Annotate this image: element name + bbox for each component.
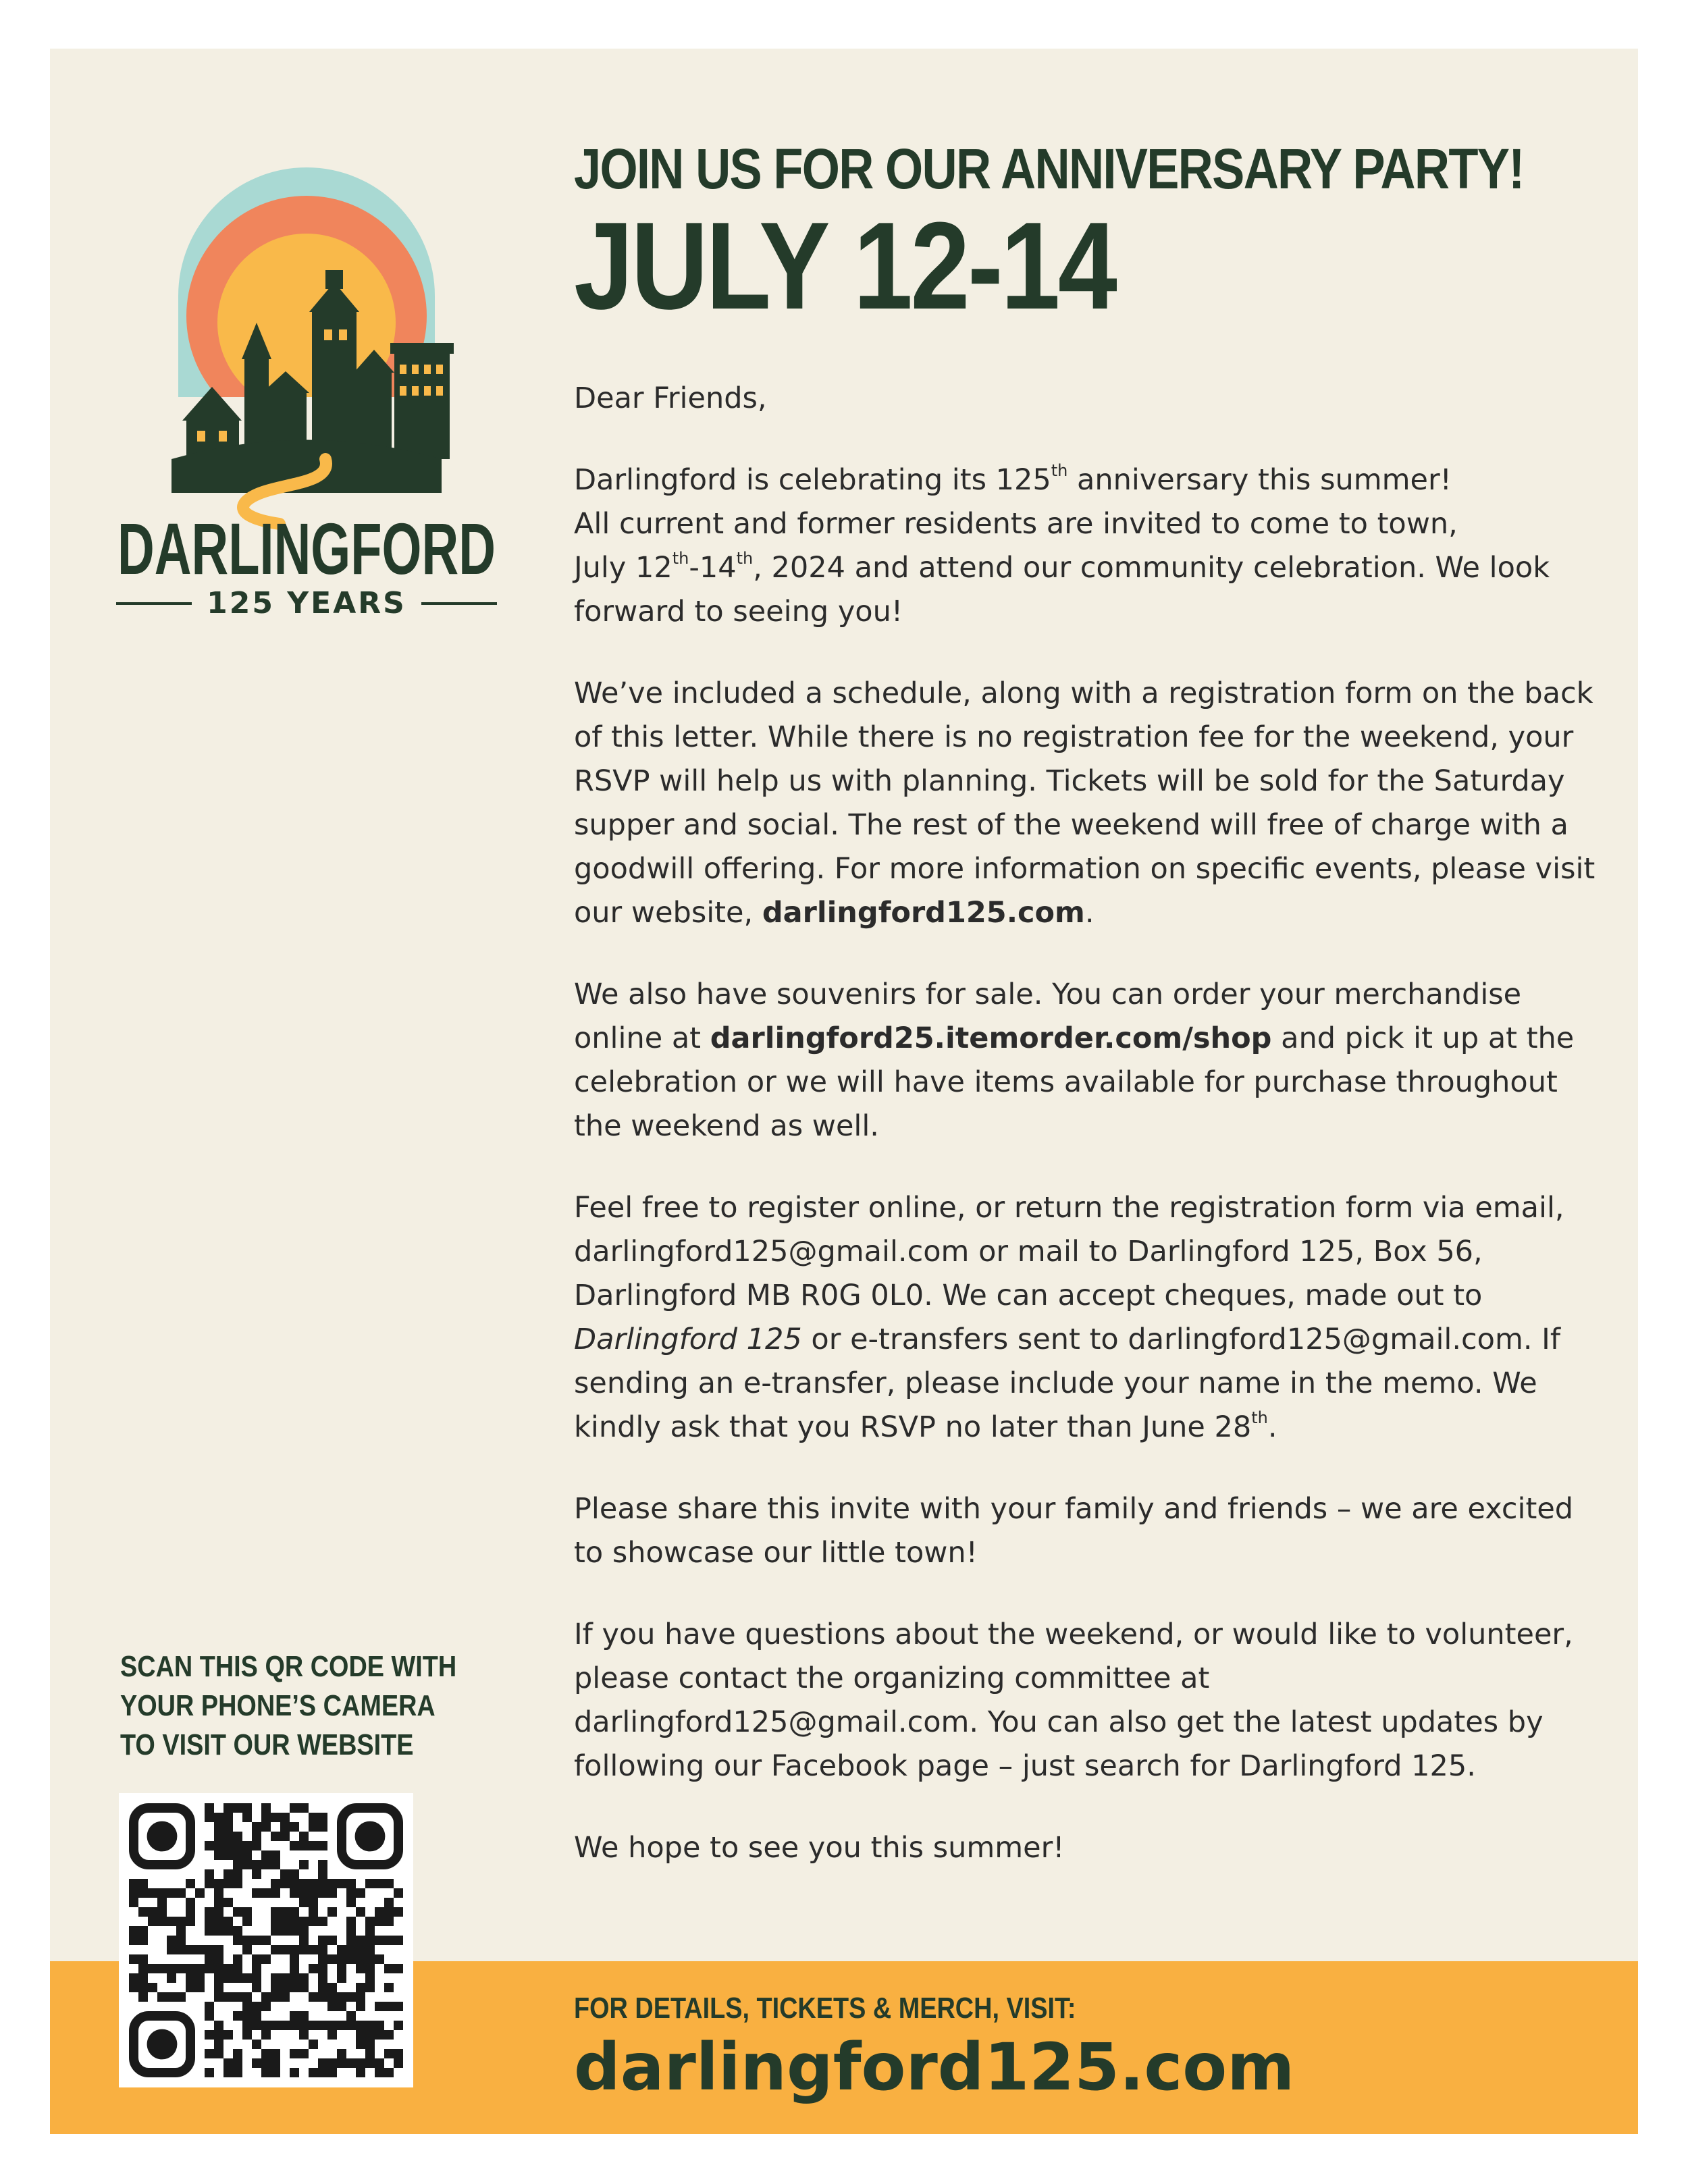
letter-paragraph-2: We’ve included a schedule, along with a registration form on the back of this letter. While there is no registration fee for the weekend, your RSVP will help us with planning. Tickets will be sold for the Saturday supper and social. The rest of the weekend will free of charge with a goodwill offering. For more information on specific events, please visit our website, darlingford125.com. bbox=[574, 676, 1595, 930]
logo-years-row bbox=[111, 586, 502, 620]
qr-finder-pattern bbox=[134, 2016, 190, 2073]
invitation-page bbox=[50, 49, 1638, 2134]
letter-paragraph-6: If you have questions about the weekend, or would like to volunteer, please contact the organizing committee at darlingford125@gmail.com. You can also get the latest updates by following our Facebook page – just search for Darlingford 125. bbox=[574, 1618, 1573, 1783]
qr-code-graphic bbox=[119, 1793, 413, 2087]
website-link[interactable]: darlingford125.com bbox=[762, 896, 1085, 930]
letter-paragraph-1: Darlingford is celebrating its 125th anniversary this summer! All current and former residents are invited to come to town, July 12th-14th, 2024 and attend our community celebration. We look forward to seeing you! bbox=[574, 461, 1550, 629]
qr-caption: SCAN THIS QR CODE WITH YOUR PHONE’S CAMERA TO VISIT OUR WEBSITE bbox=[120, 1650, 457, 1761]
shop-link[interactable]: darlingford25.itemorder.com/shop bbox=[710, 1021, 1272, 1055]
logo-years-label: 125 YEARS bbox=[207, 586, 406, 620]
years-divider-left bbox=[116, 602, 192, 605]
town-skyline-emblem bbox=[111, 113, 502, 586]
footer-website-link[interactable]: darlingford125.com bbox=[574, 2029, 1295, 2105]
qr-code[interactable] bbox=[119, 1793, 413, 2087]
darlingford-logo bbox=[111, 113, 502, 620]
qr-finder-pattern bbox=[342, 1808, 398, 1865]
headline-kicker: JOIN US FOR OUR ANNIVERSARY PARTY! bbox=[574, 137, 1524, 201]
letter-paragraph-4: Feel free to register online, or return the registration form via email, darlingford125@gmail.com or mail to Darlingford 125, Box 56, Darlingford MB R0G 0L0. We can accept cheques, made out to Darlingford 125 or e-transfers sent to darlingford125@gmail.com. If sending an e-transfer, please include your name in the memo. We kindly ask that you RSVP no later than June 28th. bbox=[574, 1191, 1564, 1444]
letter-column bbox=[574, 136, 1600, 1908]
letter-greeting: Dear Friends, bbox=[574, 381, 767, 415]
letter-paragraph-5: Please share this invite with your family and friends – we are excited to showcase our little town! bbox=[574, 1492, 1574, 1570]
letter-paragraph-3: We also have souvenirs for sale. You can order your merchandise online at darlingford25.itemorder.com/shop and pick it up at the celebration or we will have items available for purchase throughout the weekend as well. bbox=[574, 978, 1575, 1143]
footer-label: FOR DETAILS, TICKETS & MERCH, VISIT: bbox=[574, 1992, 1076, 2025]
letter-body bbox=[574, 377, 1600, 1870]
letter-closing: We hope to see you this summer! bbox=[574, 1831, 1065, 1865]
qr-finder-pattern bbox=[134, 1808, 190, 1865]
years-divider-right bbox=[421, 602, 497, 605]
headline-dates: JULY 12-14 bbox=[574, 196, 1115, 335]
logo-wordmark: DARLINGFORD bbox=[117, 508, 496, 586]
